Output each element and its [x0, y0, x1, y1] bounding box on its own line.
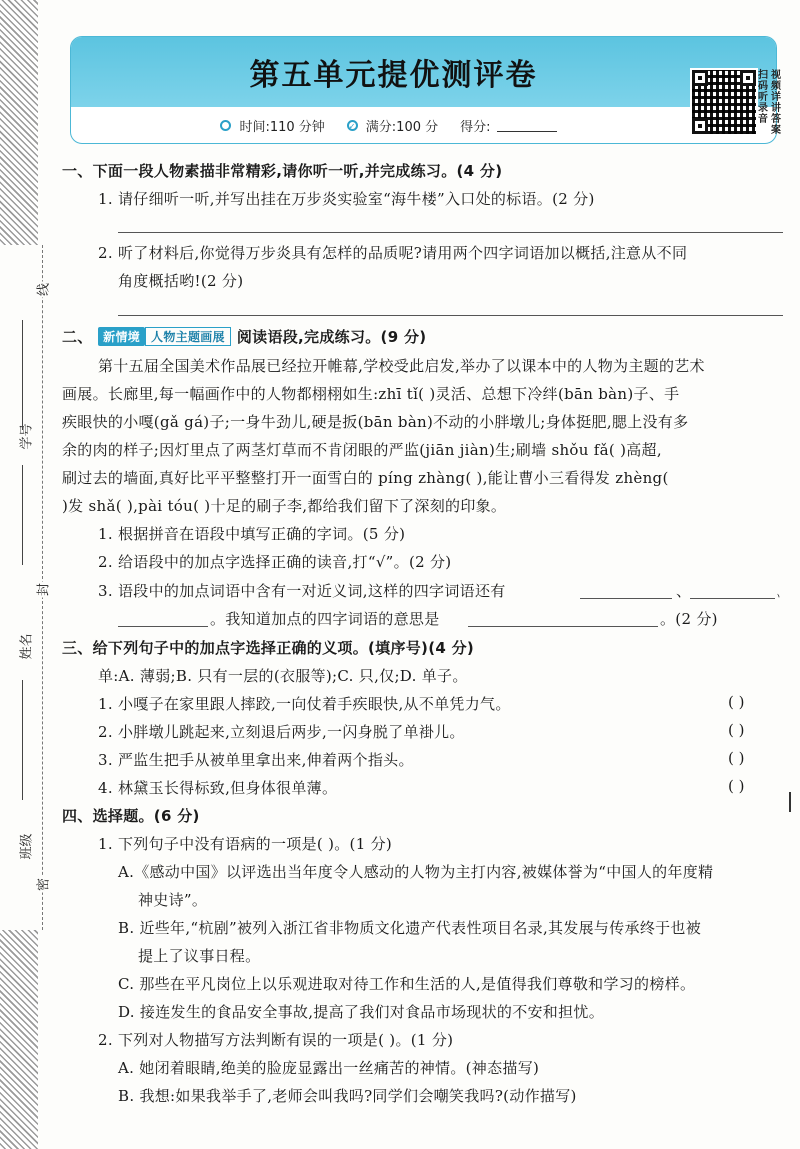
s3-options: 单:A. 薄弱;B. 只有一层的(衣服等);C. 只,仅;D. 单子。	[98, 667, 468, 685]
name-field[interactable]	[14, 633, 40, 660]
s3-item-3: 3. 严监生把手从被单里拿出来,伸着两个指头。	[98, 751, 414, 769]
student-no-line	[22, 320, 23, 430]
check-icon	[347, 120, 358, 131]
s1-q2-answer-line[interactable]	[118, 315, 783, 316]
class-field[interactable]	[14, 833, 40, 860]
binding-char-xian: 线	[33, 282, 52, 298]
s3-answer-1[interactable]: ( )	[728, 693, 745, 711]
name-line	[22, 680, 23, 800]
s2-question-3b: 。我知道加点的四字词语的意思是	[210, 610, 440, 628]
s1-question-1: 1. 请仔细听一听,并写出挂在万步炎实验室“海牛楼”入口处的标语。(2 分)	[98, 190, 595, 208]
qr-caption-2: 视频详讲答案	[771, 70, 781, 136]
section-3-heading: 三、给下列句子中的加点字选择正确的义项。(填序号)(4 分)	[62, 639, 475, 657]
s2-question-3c: 。(2 分)	[660, 610, 718, 628]
s2-q3-blank-3[interactable]	[118, 626, 208, 627]
score-blank[interactable]	[497, 119, 557, 132]
section-4-heading: 四、选择题。(6 分)	[62, 807, 200, 825]
s4-q1-option-a-cont: 神史诗”。	[138, 891, 208, 909]
section-2-prefix: 二、	[62, 328, 93, 346]
s2-question-2: 2. 给语段中的加点字选择正确的读音,打“√”。(2 分)	[98, 553, 452, 571]
student-no-label: 学号	[19, 423, 35, 450]
s2-question-3a: 3. 语段中的加点词语中含有一对近义词,这样的四字词语还有	[98, 582, 506, 600]
section-1-heading: 一、下面一段人物素描非常精彩,请你听一听,并完成练习。(4 分)	[62, 162, 503, 180]
s3-item-4: 4. 林黛玉长得标致,但身体很单薄。	[98, 779, 338, 797]
s2-paragraph-line-5: 刷过去的墙面,真好比平平整整打开一面雪白的 píng zhàng( ),能让曹小三看得发 zhèng(	[62, 469, 669, 487]
s4-q1-option-b-cont: 提上了议事日程。	[138, 947, 261, 965]
s4-q2-option-a: A. 她闭着眼睛,绝美的脸庞显露出一丝痛苦的神情。(神态描写)	[118, 1059, 540, 1077]
qr-finder	[692, 118, 708, 134]
qr-finder	[740, 70, 756, 86]
s4-q2-option-b: B. 我想:如果我举手了,老师会叫我吗?同学们会嘲笑我吗?(动作描写)	[118, 1087, 577, 1105]
s3-answer-4[interactable]: ( )	[728, 777, 745, 795]
s4-q1-option-b: B. 近些年,“杭剧”被列入浙江省非物质文化遗产代表性项目名录,其发展与传承终于也被	[118, 919, 702, 937]
s2-paragraph-line-4: 余的肉的样子;因灯里点了两茎灯草而不肯闭眼的严监(jiān jiàn)生;刷墙 shǒu fǎ( )高超,	[62, 441, 662, 459]
s2-q3-meaning-blank[interactable]	[468, 626, 658, 627]
s1-question-2a: 2. 听了材料后,你觉得万步炎具有怎样的品质呢?请用两个四字词语加以概括,注意从不同	[98, 244, 688, 262]
title-band	[71, 37, 776, 107]
s2-q3-comma-2: 、	[777, 582, 786, 600]
qr-code-icon[interactable]	[690, 68, 758, 136]
section-2-heading	[62, 326, 426, 347]
s4-q1-option-d: D. 接连发生的食品安全事故,提高了我们对食品市场现状的不安和担忧。	[118, 1003, 604, 1021]
binding-hatch-top	[0, 0, 38, 245]
s1-question-2b: 角度概括哟!(2 分)	[118, 272, 244, 290]
s4-question-2: 2. 下列对人物描写方法判断有误的一项是( )。(1 分)	[98, 1031, 454, 1049]
s4-question-1: 1. 下列句子中没有语病的一项是( )。(1 分)	[98, 835, 393, 853]
qr-caption-1: 扫码听录音	[758, 70, 768, 125]
exam-title: 第五单元提优测评卷	[249, 58, 538, 93]
exam-info-bar	[71, 107, 706, 143]
s3-answer-2[interactable]: ( )	[728, 721, 745, 739]
s2-question-1: 1. 根据拼音在语段中填写正确的字词。(5 分)	[98, 525, 406, 543]
s2-q3-blank-1[interactable]	[580, 598, 672, 599]
binding-hatch-bottom	[0, 930, 38, 1149]
time-limit: 时间:110 分钟	[239, 119, 325, 135]
clock-icon	[220, 120, 231, 131]
student-no-line-2	[22, 465, 23, 565]
s4-q1-option-a: A.《感动中国》以评选出当年度令人感动的人物为主打内容,被媒体誉为“中国人的年度精	[118, 863, 714, 881]
exam-header	[70, 36, 777, 144]
s3-item-2: 2. 小胖墩儿跳起来,立刻退后两步,一闪身脱了单褂儿。	[98, 723, 465, 741]
s3-item-1: 1. 小嘎子在家里跟人摔跤,一向仗着手疾眼快,从不单凭力气。	[98, 695, 511, 713]
s2-q3-blank-2[interactable]	[690, 598, 775, 599]
score-label: 得分:	[460, 119, 491, 135]
binding-char-feng: 封	[33, 582, 52, 598]
s2-q3-comma-1: 、	[676, 582, 692, 600]
section-2-title: 阅读语段,完成练习。(9 分)	[236, 328, 427, 346]
qr-finder	[692, 70, 708, 86]
student-no-field[interactable]	[14, 423, 40, 450]
class-label: 班级	[19, 833, 35, 860]
s2-paragraph-line-3: 疾眼快的小嘎(gǎ gá)子;一身牛劲儿,硬是扳(bān bàn)不动的小胖墩儿;身体挺肥,腮上没有多	[62, 413, 689, 431]
s4-q1-option-c: C. 那些在平凡岗位上以乐观进取对待工作和生活的人,是值得我们尊敬和学习的榜样。	[118, 975, 696, 993]
s2-paragraph-line-6: )发 shǎ( ),pài tóu( )十足的刷子李,都给我们留下了深刻的印象。	[62, 497, 507, 515]
s1-q1-answer-line[interactable]	[118, 232, 783, 233]
full-score: 满分:100 分	[365, 119, 439, 135]
binding-char-mi: 密	[33, 877, 52, 893]
s2-paragraph-line-2: 画展。长廊里,每一幅画作中的人物都栩栩如生:zhī tǐ( )灵活、总想下冷绊(bān bàn)子、手	[62, 385, 680, 403]
topic-tag: 人物主题画展	[145, 327, 231, 346]
margin-mark	[789, 792, 791, 812]
s3-answer-3[interactable]: ( )	[728, 749, 745, 767]
new-context-tag: 新情境	[98, 327, 145, 346]
s2-paragraph-line-1: 第十五届全国美术作品展已经拉开帷幕,学校受此启发,举办了以课本中的人物为主题的艺术	[98, 357, 705, 375]
name-label: 姓名	[19, 633, 35, 660]
